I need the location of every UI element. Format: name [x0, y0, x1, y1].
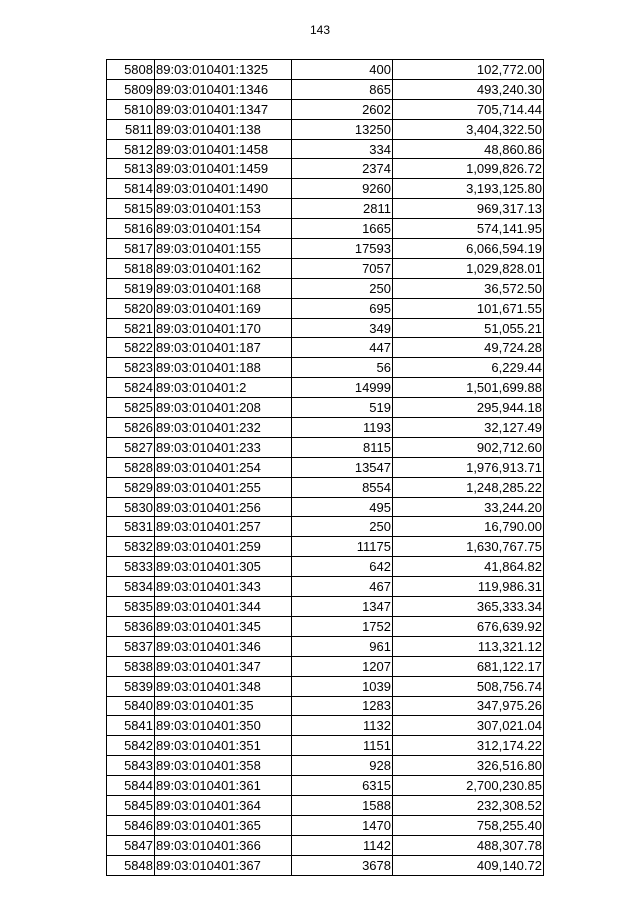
area-cell: 8115: [292, 437, 393, 457]
row-number-cell: 5827: [107, 437, 155, 457]
cadastral-number-cell: 89:03:010401:1347: [155, 99, 292, 119]
row-number-cell: 5837: [107, 636, 155, 656]
row-number-cell: 5830: [107, 497, 155, 517]
table-row: [107, 756, 544, 776]
value-cell: 508,756.74: [393, 676, 544, 696]
table-row: [107, 855, 544, 875]
table-row: [107, 278, 544, 298]
cadastral-number-cell: 89:03:010401:188: [155, 358, 292, 378]
table-row: [107, 258, 544, 278]
cadastral-number-cell: 89:03:010401:187: [155, 338, 292, 358]
row-number-cell: 5829: [107, 477, 155, 497]
cadastral-number-cell: 89:03:010401:346: [155, 636, 292, 656]
value-cell: 347,975.26: [393, 696, 544, 716]
value-cell: 1,099,826.72: [393, 159, 544, 179]
area-cell: 1132: [292, 716, 393, 736]
row-number-cell: 5814: [107, 179, 155, 199]
row-number-cell: 5833: [107, 557, 155, 577]
cadastral-number-cell: 89:03:010401:1458: [155, 139, 292, 159]
table-row: [107, 616, 544, 636]
row-number-cell: 5824: [107, 378, 155, 398]
value-cell: 493,240.30: [393, 79, 544, 99]
cadastral-number-cell: 89:03:010401:169: [155, 298, 292, 318]
table-row: [107, 676, 544, 696]
area-cell: 250: [292, 278, 393, 298]
row-number-cell: 5838: [107, 656, 155, 676]
cadastral-number-cell: 89:03:010401:344: [155, 597, 292, 617]
area-cell: 928: [292, 756, 393, 776]
value-cell: 48,860.86: [393, 139, 544, 159]
value-cell: 326,516.80: [393, 756, 544, 776]
area-cell: 1588: [292, 795, 393, 815]
table-row: [107, 835, 544, 855]
area-cell: 400: [292, 60, 393, 80]
row-number-cell: 5845: [107, 795, 155, 815]
value-cell: 758,255.40: [393, 815, 544, 835]
row-number-cell: 5823: [107, 358, 155, 378]
area-cell: 2602: [292, 99, 393, 119]
row-number-cell: 5825: [107, 398, 155, 418]
area-cell: 1151: [292, 736, 393, 756]
area-cell: 961: [292, 636, 393, 656]
table-row: [107, 656, 544, 676]
table-row: [107, 418, 544, 438]
table-row: [107, 179, 544, 199]
area-cell: 6315: [292, 776, 393, 796]
area-cell: 1752: [292, 616, 393, 636]
area-cell: 3678: [292, 855, 393, 875]
table-row: [107, 437, 544, 457]
row-number-cell: 5847: [107, 835, 155, 855]
area-cell: 865: [292, 79, 393, 99]
table-body: [107, 60, 544, 876]
row-number-cell: 5848: [107, 855, 155, 875]
value-cell: 969,317.13: [393, 199, 544, 219]
area-cell: 9260: [292, 179, 393, 199]
cadastral-number-cell: 89:03:010401:1346: [155, 79, 292, 99]
table-row: [107, 597, 544, 617]
value-cell: 1,630,767.75: [393, 537, 544, 557]
row-number-cell: 5840: [107, 696, 155, 716]
value-cell: 16,790.00: [393, 517, 544, 537]
value-cell: 307,021.04: [393, 716, 544, 736]
row-number-cell: 5808: [107, 60, 155, 80]
table-row: [107, 219, 544, 239]
value-cell: 32,127.49: [393, 418, 544, 438]
area-cell: 1039: [292, 676, 393, 696]
value-cell: 1,248,285.22: [393, 477, 544, 497]
page-number: 143: [309, 23, 331, 37]
cadastral-number-cell: 89:03:010401:162: [155, 258, 292, 278]
value-cell: 1,029,828.01: [393, 258, 544, 278]
value-cell: 902,712.60: [393, 437, 544, 457]
row-number-cell: 5812: [107, 139, 155, 159]
cadastral-number-cell: 89:03:010401:153: [155, 199, 292, 219]
table-row: [107, 696, 544, 716]
value-cell: 102,772.00: [393, 60, 544, 80]
table-row: [107, 577, 544, 597]
table-row: [107, 736, 544, 756]
area-cell: 495: [292, 497, 393, 517]
cadastral-number-cell: 89:03:010401:1490: [155, 179, 292, 199]
area-cell: 13547: [292, 457, 393, 477]
cadastral-number-cell: 89:03:010401:1325: [155, 60, 292, 80]
area-cell: 1207: [292, 656, 393, 676]
row-number-cell: 5810: [107, 99, 155, 119]
row-number-cell: 5828: [107, 457, 155, 477]
table-row: [107, 398, 544, 418]
row-number-cell: 5846: [107, 815, 155, 835]
row-number-cell: 5821: [107, 318, 155, 338]
value-cell: 41,864.82: [393, 557, 544, 577]
cadastral-number-cell: 89:03:010401:366: [155, 835, 292, 855]
cadastral-number-cell: 89:03:010401:343: [155, 577, 292, 597]
area-cell: 13250: [292, 119, 393, 139]
value-cell: 51,055.21: [393, 318, 544, 338]
value-cell: 119,986.31: [393, 577, 544, 597]
table-row: [107, 60, 544, 80]
cadastral-number-cell: 89:03:010401:233: [155, 437, 292, 457]
table-row: [107, 557, 544, 577]
area-cell: 349: [292, 318, 393, 338]
table-row: [107, 517, 544, 537]
value-cell: 101,671.55: [393, 298, 544, 318]
table-row: [107, 139, 544, 159]
cadastral-number-cell: 89:03:010401:35: [155, 696, 292, 716]
value-cell: 705,714.44: [393, 99, 544, 119]
cadastral-number-cell: 89:03:010401:365: [155, 815, 292, 835]
area-cell: 14999: [292, 378, 393, 398]
row-number-cell: 5826: [107, 418, 155, 438]
table-row: [107, 497, 544, 517]
cadastral-number-cell: 89:03:010401:1459: [155, 159, 292, 179]
table-row: [107, 318, 544, 338]
area-cell: 2374: [292, 159, 393, 179]
row-number-cell: 5809: [107, 79, 155, 99]
value-cell: 312,174.22: [393, 736, 544, 756]
value-cell: 6,229.44: [393, 358, 544, 378]
area-cell: 56: [292, 358, 393, 378]
cadastral-number-cell: 89:03:010401:305: [155, 557, 292, 577]
value-cell: 3,404,322.50: [393, 119, 544, 139]
cadastral-number-cell: 89:03:010401:256: [155, 497, 292, 517]
value-cell: 232,308.52: [393, 795, 544, 815]
value-cell: 36,572.50: [393, 278, 544, 298]
table-row: [107, 199, 544, 219]
area-cell: 447: [292, 338, 393, 358]
value-cell: 365,333.34: [393, 597, 544, 617]
value-cell: 113,321.12: [393, 636, 544, 656]
cadastral-number-cell: 89:03:010401:257: [155, 517, 292, 537]
cadastral-number-cell: 89:03:010401:155: [155, 239, 292, 259]
cadastral-number-cell: 89:03:010401:168: [155, 278, 292, 298]
table-row: [107, 239, 544, 259]
row-number-cell: 5843: [107, 756, 155, 776]
cadastral-number-cell: 89:03:010401:255: [155, 477, 292, 497]
area-cell: 642: [292, 557, 393, 577]
value-cell: 49,724.28: [393, 338, 544, 358]
table-row: [107, 477, 544, 497]
table-row: [107, 338, 544, 358]
value-cell: 33,244.20: [393, 497, 544, 517]
table-row: [107, 159, 544, 179]
row-number-cell: 5816: [107, 219, 155, 239]
row-number-cell: 5813: [107, 159, 155, 179]
row-number-cell: 5841: [107, 716, 155, 736]
area-cell: 1470: [292, 815, 393, 835]
cadastral-number-cell: 89:03:010401:361: [155, 776, 292, 796]
cadastral-number-cell: 89:03:010401:348: [155, 676, 292, 696]
area-cell: 334: [292, 139, 393, 159]
table-row: [107, 99, 544, 119]
row-number-cell: 5817: [107, 239, 155, 259]
cadastral-number-cell: 89:03:010401:364: [155, 795, 292, 815]
table-row: [107, 358, 544, 378]
value-cell: 574,141.95: [393, 219, 544, 239]
row-number-cell: 5822: [107, 338, 155, 358]
value-cell: 6,066,594.19: [393, 239, 544, 259]
table-row: [107, 776, 544, 796]
area-cell: 8554: [292, 477, 393, 497]
area-cell: 1283: [292, 696, 393, 716]
table-row: [107, 119, 544, 139]
cadastral-number-cell: 89:03:010401:254: [155, 457, 292, 477]
row-number-cell: 5818: [107, 258, 155, 278]
cadastral-number-cell: 89:03:010401:351: [155, 736, 292, 756]
area-cell: 467: [292, 577, 393, 597]
cadastral-number-cell: 89:03:010401:208: [155, 398, 292, 418]
cadastral-number-cell: 89:03:010401:367: [155, 855, 292, 875]
cadastral-number-cell: 89:03:010401:170: [155, 318, 292, 338]
cadastral-number-cell: 89:03:010401:154: [155, 219, 292, 239]
area-cell: 519: [292, 398, 393, 418]
area-cell: 695: [292, 298, 393, 318]
cadastral-number-cell: 89:03:010401:358: [155, 756, 292, 776]
cadastral-number-cell: 89:03:010401:345: [155, 616, 292, 636]
value-cell: 2,700,230.85: [393, 776, 544, 796]
row-number-cell: 5831: [107, 517, 155, 537]
area-cell: 17593: [292, 239, 393, 259]
row-number-cell: 5811: [107, 119, 155, 139]
row-number-cell: 5835: [107, 597, 155, 617]
value-cell: 3,193,125.80: [393, 179, 544, 199]
table-row: [107, 537, 544, 557]
row-number-cell: 5819: [107, 278, 155, 298]
area-cell: 250: [292, 517, 393, 537]
area-cell: 7057: [292, 258, 393, 278]
area-cell: 1193: [292, 418, 393, 438]
value-cell: 1,976,913.71: [393, 457, 544, 477]
value-cell: 1,501,699.88: [393, 378, 544, 398]
row-number-cell: 5820: [107, 298, 155, 318]
area-cell: 1142: [292, 835, 393, 855]
value-cell: 409,140.72: [393, 855, 544, 875]
table-row: [107, 378, 544, 398]
area-cell: 11175: [292, 537, 393, 557]
cadastral-number-cell: 89:03:010401:350: [155, 716, 292, 736]
value-cell: 676,639.92: [393, 616, 544, 636]
row-number-cell: 5842: [107, 736, 155, 756]
row-number-cell: 5844: [107, 776, 155, 796]
row-number-cell: 5832: [107, 537, 155, 557]
table-row: [107, 636, 544, 656]
area-cell: 1665: [292, 219, 393, 239]
value-cell: 295,944.18: [393, 398, 544, 418]
table-row: [107, 795, 544, 815]
area-cell: 1347: [292, 597, 393, 617]
table-row: [107, 79, 544, 99]
row-number-cell: 5834: [107, 577, 155, 597]
cadastral-number-cell: 89:03:010401:259: [155, 537, 292, 557]
table-row: [107, 457, 544, 477]
row-number-cell: 5815: [107, 199, 155, 219]
cadastral-number-cell: 89:03:010401:232: [155, 418, 292, 438]
cadastral-number-cell: 89:03:010401:138: [155, 119, 292, 139]
cadastral-number-cell: 89:03:010401:347: [155, 656, 292, 676]
row-number-cell: 5836: [107, 616, 155, 636]
value-cell: 681,122.17: [393, 656, 544, 676]
row-number-cell: 5839: [107, 676, 155, 696]
area-cell: 2811: [292, 199, 393, 219]
table-row: [107, 815, 544, 835]
data-table: [106, 59, 544, 876]
value-cell: 488,307.78: [393, 835, 544, 855]
cadastral-number-cell: 89:03:010401:2: [155, 378, 292, 398]
table-row: [107, 298, 544, 318]
table-row: [107, 716, 544, 736]
